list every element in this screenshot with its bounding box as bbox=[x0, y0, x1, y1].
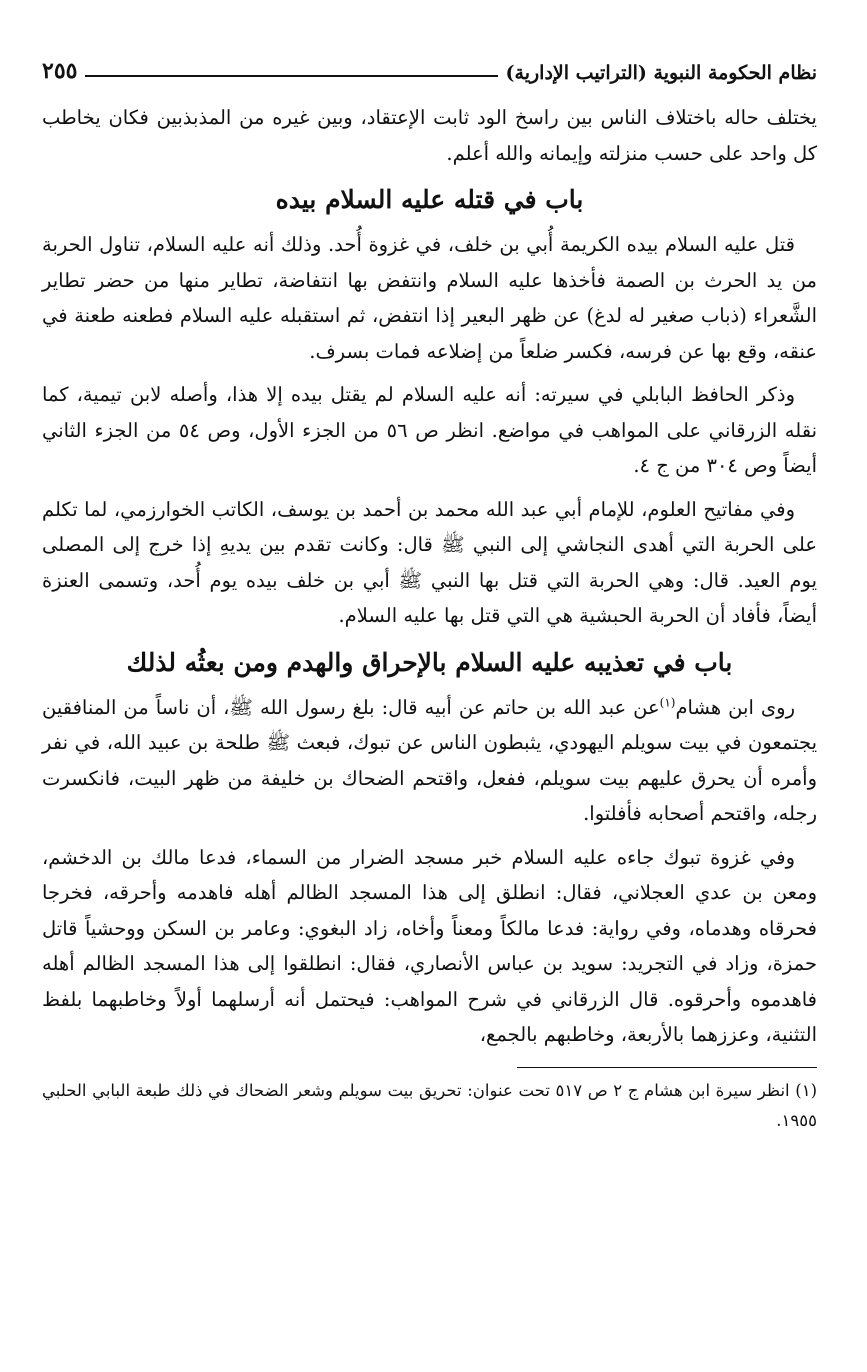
running-title: نظام الحكومة النبوية (التراتيب الإدارية) bbox=[505, 62, 817, 84]
paragraph-1: يختلف حاله باختلاف الناس بين راسخ الود ثابت الإعتقاد، وبين غيره من المذبذبين فكان يخاطب كل واحد على حسب منزلته وإيمانه والله أعلم. bbox=[42, 106, 817, 165]
page-number: ٢٥٥ bbox=[42, 58, 78, 84]
footnote-reference[interactable]: (١) bbox=[659, 695, 676, 709]
paragraph-5-start: روى ابن هشام bbox=[675, 695, 795, 719]
footnote: (١) انظر سيرة ابن هشام ج ٢ ص ٥١٧ تحت عنوان: تحريق بيت سويلم وشعر الضحاك في ذلك طبعة البابي الحلبي ١٩٥٥. bbox=[42, 1080, 817, 1130]
body-text bbox=[42, 100, 817, 1053]
header-rule bbox=[85, 75, 497, 77]
section-heading-2: باب في تعذيبه عليه السلام بالإحراق والهدم ومن بعثُه لذلك bbox=[126, 647, 733, 677]
paragraph-5-rest: عن عبد الله بن حاتم عن أبيه قال: بلغ رسول الله ﷺ، أن ناساً من المنافقين يجتمعون في بيت سويلم اليهودي، يثبطون الناس عن تبوك، فبعث ﷺ طلحة بن عبيد الله، في نفر وأمره أن يحرق عليهم بيت سويلم، ففعل، واقتحم الضحاك بن خليفة من ظهر البيت، فانكسرت رجله، واقتحم أصحابه فأفلتوا. bbox=[42, 695, 817, 825]
paragraph-2: قتل عليه السلام بيده الكريمة أُبي بن خلف، في غزوة أُحد. وذلك أنه عليه السلام، تناول الحربة من يد الحرث بن الصمة فأخذها عليه السلام وانتفض بها انتفاضة، تطاير منها من حضر تطاير الشَّعراء (ذباب صغير له لدغ) عن ظهر البعير إذا انتفض، ثم استقبله عليه السلام فطعنه طعنة في عنقه، وقع بها عن فرسه، فكسر ضلعاً من إضلاعه فمات بسرف. bbox=[42, 233, 817, 363]
footnote-separator bbox=[517, 1067, 817, 1068]
paragraph-6: وفي غزوة تبوك جاءه عليه السلام خبر مسجد الضرار من السماء، فدعا مالك بن الدخشم، ومعن بن عدي العجلاني، فقال: انطلق إلى هذا المسجد الظالم أهله فاهدمه وأحرقه، فخرجا فحرقاه وهدماه، وفي رواية: فدعا مالكاً ومعناً وأخاه، زاد البغوي: وعامر بن السكن ووحشياً قاتل حمزة، وزاد في التجريد: سويد بن عباس الأنصاري، فقال: انطلقوا إلى هذا المسجد الظالم أهله فاهدموه وأحرقوه. قال الزرقاني في شرح المواهب: فيحتمل أنه أرسلهما أولاً وخاطبهما بلفظ التثنية، وعززهما بالأربعة، وخاطبهم بالجمع، bbox=[42, 845, 817, 1046]
paragraph-5 bbox=[42, 690, 817, 832]
section-heading-1: باب في قتله عليه السلام بيده bbox=[275, 185, 584, 214]
paragraph-3: وذكر الحافظ البابلي في سيرته: أنه عليه السلام لم يقتل بيده إلا هذا، وأصله لابن تيمية، كما نقله الزرقاني على المواهب في مواضع. انظر ص ٥٦ من الجزء الأول، وص ٥٤ من الجزء الثاني أيضاً وص ٣٠٤ من ج ٤. bbox=[42, 383, 817, 477]
paragraph-4: وفي مفاتيح العلوم، للإمام أبي عبد الله محمد بن أحمد بن يوسف، الكاتب الخوارزمي، لما تكلم على الحربة التي أهدى النجاشي إلى النبي ﷺ قال: وكانت تقدم بين يديهِ إذا خرج إلى المصلى يوم العيد. قال: وهي الحربة التي قتل بها النبي ﷺ أبي بن خلف بيده يوم أُحد، وتسمى العنزة أيضاً، فأفاد أن الحربة الحبشية هي التي قتل بها عليه السلام. bbox=[42, 497, 817, 627]
running-header bbox=[42, 44, 817, 84]
